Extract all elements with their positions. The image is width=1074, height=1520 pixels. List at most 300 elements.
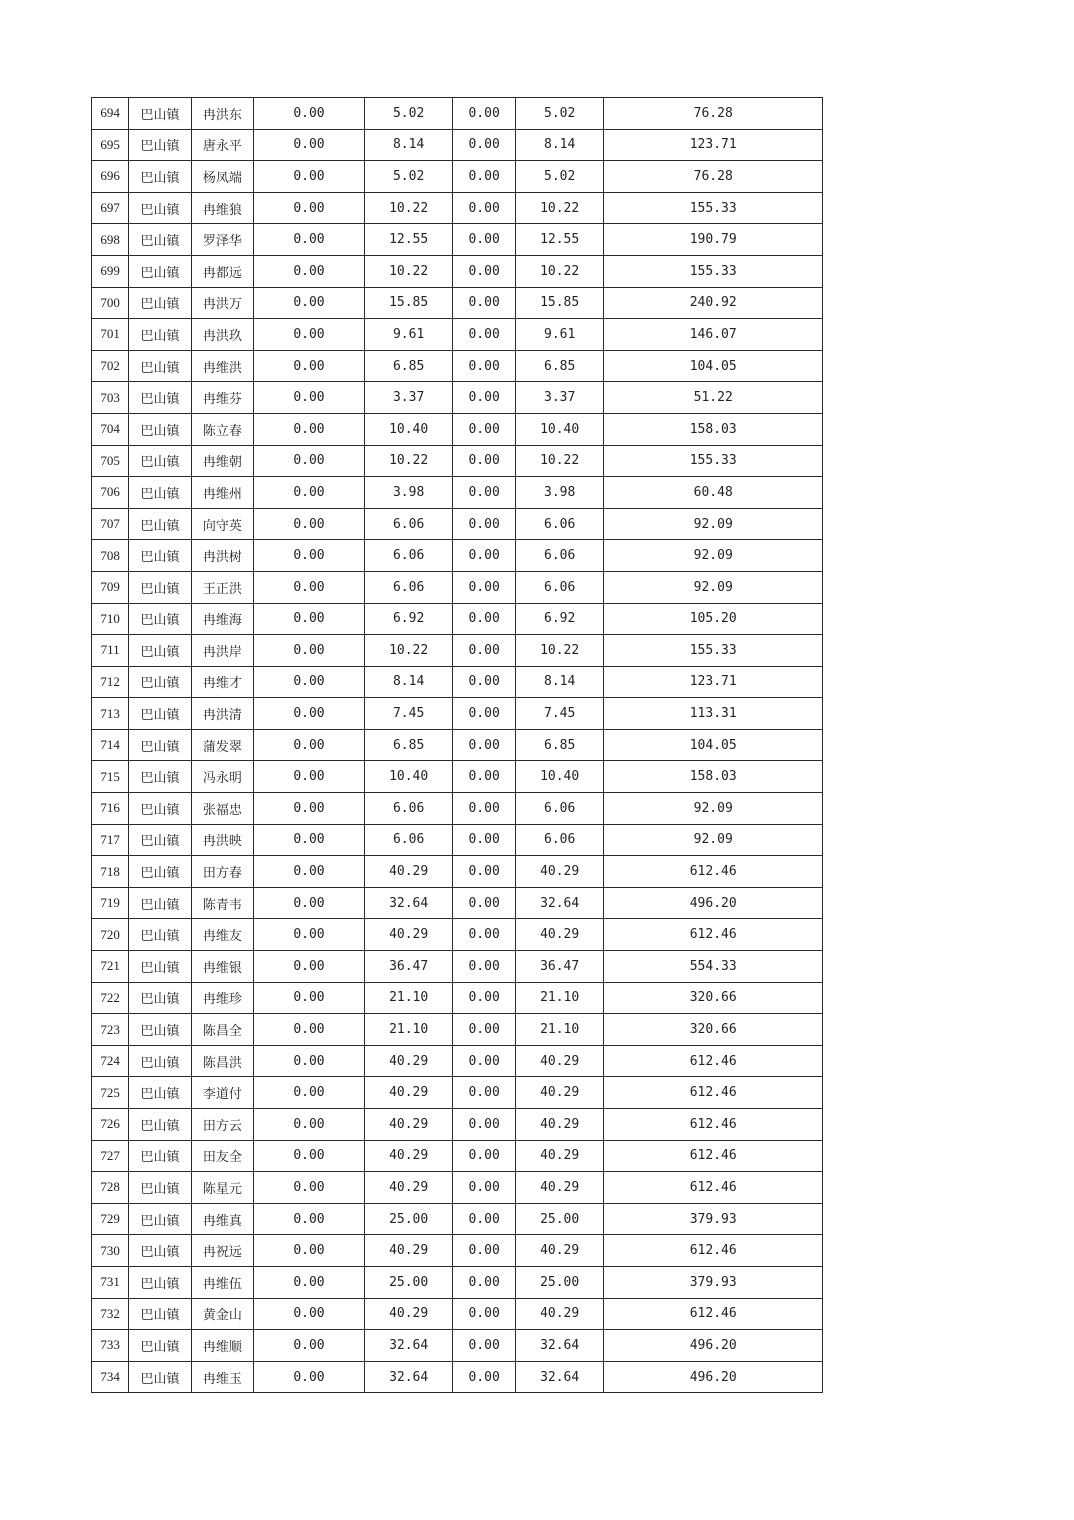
town-cell: 巴山镇 — [129, 129, 191, 161]
amount-cell: 92.09 — [604, 508, 823, 540]
value-c-cell: 0.00 — [453, 824, 515, 856]
name-cell: 冉维玉 — [191, 1361, 253, 1393]
value-d-cell: 6.06 — [515, 540, 604, 572]
row-number-cell: 716 — [92, 793, 129, 825]
value-b-cell: 5.02 — [364, 161, 453, 193]
table-row — [92, 793, 823, 825]
value-d-cell: 10.22 — [515, 635, 604, 667]
value-b-cell: 10.22 — [364, 445, 453, 477]
value-c-cell: 0.00 — [453, 1109, 515, 1141]
value-b-cell: 32.64 — [364, 1330, 453, 1362]
row-number-cell: 733 — [92, 1330, 129, 1362]
value-d-cell: 9.61 — [515, 319, 604, 351]
row-number-cell: 723 — [92, 1014, 129, 1046]
name-cell: 杨凤端 — [191, 161, 253, 193]
name-cell: 田友全 — [191, 1140, 253, 1172]
value-d-cell: 21.10 — [515, 1014, 604, 1046]
value-b-cell: 6.92 — [364, 603, 453, 635]
amount-cell: 496.20 — [604, 887, 823, 919]
table-row — [92, 255, 823, 287]
value-b-cell: 40.29 — [364, 1298, 453, 1330]
name-cell: 向守英 — [191, 508, 253, 540]
value-c-cell: 0.00 — [453, 540, 515, 572]
value-a-cell: 0.00 — [254, 793, 365, 825]
name-cell: 冉维顺 — [191, 1330, 253, 1362]
value-a-cell: 0.00 — [254, 635, 365, 667]
name-cell: 冉维狼 — [191, 192, 253, 224]
table-row — [92, 1203, 823, 1235]
amount-cell: 76.28 — [604, 161, 823, 193]
name-cell: 冉维朝 — [191, 445, 253, 477]
value-c-cell: 0.00 — [453, 287, 515, 319]
town-cell: 巴山镇 — [129, 350, 191, 382]
town-cell: 巴山镇 — [129, 1203, 191, 1235]
table-row — [92, 192, 823, 224]
value-c-cell: 0.00 — [453, 603, 515, 635]
value-d-cell: 3.98 — [515, 477, 604, 509]
value-d-cell: 40.29 — [515, 1077, 604, 1109]
amount-cell: 496.20 — [604, 1361, 823, 1393]
value-c-cell: 0.00 — [453, 793, 515, 825]
amount-cell: 123.71 — [604, 129, 823, 161]
town-cell: 巴山镇 — [129, 1077, 191, 1109]
value-c-cell: 0.00 — [453, 413, 515, 445]
row-number-cell: 730 — [92, 1235, 129, 1267]
amount-cell: 379.93 — [604, 1203, 823, 1235]
row-number-cell: 709 — [92, 571, 129, 603]
value-b-cell: 10.22 — [364, 635, 453, 667]
amount-cell: 92.09 — [604, 540, 823, 572]
value-c-cell: 0.00 — [453, 666, 515, 698]
value-d-cell: 40.29 — [515, 1235, 604, 1267]
value-d-cell: 10.22 — [515, 192, 604, 224]
value-a-cell: 0.00 — [254, 1298, 365, 1330]
town-cell: 巴山镇 — [129, 635, 191, 667]
row-number-cell: 732 — [92, 1298, 129, 1330]
row-number-cell: 713 — [92, 698, 129, 730]
value-d-cell: 21.10 — [515, 982, 604, 1014]
row-number-cell: 728 — [92, 1172, 129, 1204]
value-a-cell: 0.00 — [254, 1172, 365, 1204]
amount-cell: 320.66 — [604, 982, 823, 1014]
town-cell: 巴山镇 — [129, 1361, 191, 1393]
table-row — [92, 919, 823, 951]
amount-cell: 240.92 — [604, 287, 823, 319]
name-cell: 罗泽华 — [191, 224, 253, 256]
value-d-cell: 10.40 — [515, 761, 604, 793]
name-cell: 田方春 — [191, 856, 253, 888]
value-a-cell: 0.00 — [254, 1014, 365, 1046]
town-cell: 巴山镇 — [129, 1172, 191, 1204]
value-c-cell: 0.00 — [453, 729, 515, 761]
value-c-cell: 0.00 — [453, 1330, 515, 1362]
value-d-cell: 36.47 — [515, 951, 604, 983]
value-a-cell: 0.00 — [254, 508, 365, 540]
amount-cell: 612.46 — [604, 1045, 823, 1077]
table-row — [92, 951, 823, 983]
value-d-cell: 6.06 — [515, 571, 604, 603]
value-c-cell: 0.00 — [453, 698, 515, 730]
value-c-cell: 0.00 — [453, 129, 515, 161]
value-a-cell: 0.00 — [254, 445, 365, 477]
value-a-cell: 0.00 — [254, 856, 365, 888]
table-row — [92, 1172, 823, 1204]
name-cell: 冉维珍 — [191, 982, 253, 1014]
value-d-cell: 40.29 — [515, 856, 604, 888]
town-cell: 巴山镇 — [129, 1014, 191, 1046]
value-b-cell: 40.29 — [364, 919, 453, 951]
value-c-cell: 0.00 — [453, 161, 515, 193]
name-cell: 陈立春 — [191, 413, 253, 445]
name-cell: 冉祝远 — [191, 1235, 253, 1267]
value-a-cell: 0.00 — [254, 413, 365, 445]
row-number-cell: 701 — [92, 319, 129, 351]
town-cell: 巴山镇 — [129, 255, 191, 287]
row-number-cell: 708 — [92, 540, 129, 572]
value-a-cell: 0.00 — [254, 603, 365, 635]
value-a-cell: 0.00 — [254, 98, 365, 130]
row-number-cell: 721 — [92, 951, 129, 983]
amount-cell: 76.28 — [604, 98, 823, 130]
value-b-cell: 8.14 — [364, 129, 453, 161]
town-cell: 巴山镇 — [129, 413, 191, 445]
value-c-cell: 0.00 — [453, 761, 515, 793]
value-c-cell: 0.00 — [453, 192, 515, 224]
amount-cell: 320.66 — [604, 1014, 823, 1046]
value-b-cell: 10.40 — [364, 413, 453, 445]
value-b-cell: 6.06 — [364, 508, 453, 540]
row-number-cell: 726 — [92, 1109, 129, 1141]
amount-cell: 105.20 — [604, 603, 823, 635]
table-row — [92, 413, 823, 445]
town-cell: 巴山镇 — [129, 98, 191, 130]
value-d-cell: 6.85 — [515, 729, 604, 761]
value-d-cell: 40.29 — [515, 1109, 604, 1141]
town-cell: 巴山镇 — [129, 698, 191, 730]
value-b-cell: 32.64 — [364, 1361, 453, 1393]
table-row — [92, 445, 823, 477]
value-a-cell: 0.00 — [254, 540, 365, 572]
value-a-cell: 0.00 — [254, 192, 365, 224]
table-row — [92, 1140, 823, 1172]
value-d-cell: 32.64 — [515, 887, 604, 919]
name-cell: 黄金山 — [191, 1298, 253, 1330]
value-b-cell: 32.64 — [364, 887, 453, 919]
row-number-cell: 710 — [92, 603, 129, 635]
town-cell: 巴山镇 — [129, 793, 191, 825]
value-b-cell: 40.29 — [364, 1045, 453, 1077]
value-a-cell: 0.00 — [254, 1109, 365, 1141]
value-a-cell: 0.00 — [254, 887, 365, 919]
amount-cell: 612.46 — [604, 1235, 823, 1267]
name-cell: 田方云 — [191, 1109, 253, 1141]
town-cell: 巴山镇 — [129, 287, 191, 319]
table-row — [92, 1361, 823, 1393]
name-cell: 冉洪清 — [191, 698, 253, 730]
value-a-cell: 0.00 — [254, 255, 365, 287]
amount-cell: 158.03 — [604, 413, 823, 445]
value-d-cell: 6.85 — [515, 350, 604, 382]
row-number-cell: 705 — [92, 445, 129, 477]
amount-cell: 92.09 — [604, 793, 823, 825]
value-a-cell: 0.00 — [254, 1361, 365, 1393]
row-number-cell: 727 — [92, 1140, 129, 1172]
row-number-cell: 704 — [92, 413, 129, 445]
value-c-cell: 0.00 — [453, 255, 515, 287]
value-c-cell: 0.00 — [453, 224, 515, 256]
value-a-cell: 0.00 — [254, 1077, 365, 1109]
town-cell: 巴山镇 — [129, 982, 191, 1014]
value-a-cell: 0.00 — [254, 824, 365, 856]
town-cell: 巴山镇 — [129, 1298, 191, 1330]
row-number-cell: 702 — [92, 350, 129, 382]
value-b-cell: 10.40 — [364, 761, 453, 793]
amount-cell: 113.31 — [604, 698, 823, 730]
town-cell: 巴山镇 — [129, 919, 191, 951]
table-row — [92, 1298, 823, 1330]
value-d-cell: 40.29 — [515, 1140, 604, 1172]
name-cell: 冉维真 — [191, 1203, 253, 1235]
table-row — [92, 129, 823, 161]
town-cell: 巴山镇 — [129, 761, 191, 793]
amount-cell: 92.09 — [604, 571, 823, 603]
value-c-cell: 0.00 — [453, 1361, 515, 1393]
value-b-cell: 10.22 — [364, 192, 453, 224]
name-cell: 冉维伍 — [191, 1266, 253, 1298]
value-b-cell: 6.06 — [364, 793, 453, 825]
value-d-cell: 12.55 — [515, 224, 604, 256]
row-number-cell: 734 — [92, 1361, 129, 1393]
value-a-cell: 0.00 — [254, 729, 365, 761]
row-number-cell: 711 — [92, 635, 129, 667]
value-d-cell: 6.06 — [515, 508, 604, 540]
row-number-cell: 698 — [92, 224, 129, 256]
row-number-cell: 717 — [92, 824, 129, 856]
row-number-cell: 731 — [92, 1266, 129, 1298]
value-d-cell: 25.00 — [515, 1266, 604, 1298]
amount-cell: 155.33 — [604, 192, 823, 224]
table-row — [92, 1266, 823, 1298]
town-cell: 巴山镇 — [129, 571, 191, 603]
name-cell: 冉维才 — [191, 666, 253, 698]
name-cell: 唐永平 — [191, 129, 253, 161]
table-row — [92, 887, 823, 919]
name-cell: 陈星元 — [191, 1172, 253, 1204]
value-d-cell: 8.14 — [515, 666, 604, 698]
value-b-cell: 6.06 — [364, 824, 453, 856]
value-d-cell: 6.92 — [515, 603, 604, 635]
table-row — [92, 1077, 823, 1109]
name-cell: 陈昌全 — [191, 1014, 253, 1046]
row-number-cell: 720 — [92, 919, 129, 951]
amount-cell: 123.71 — [604, 666, 823, 698]
value-c-cell: 0.00 — [453, 350, 515, 382]
value-b-cell: 21.10 — [364, 1014, 453, 1046]
town-cell: 巴山镇 — [129, 445, 191, 477]
town-cell: 巴山镇 — [129, 951, 191, 983]
value-d-cell: 5.02 — [515, 161, 604, 193]
name-cell: 冉维芬 — [191, 382, 253, 414]
row-number-cell: 699 — [92, 255, 129, 287]
row-number-cell: 729 — [92, 1203, 129, 1235]
name-cell: 冉维洪 — [191, 350, 253, 382]
value-c-cell: 0.00 — [453, 1235, 515, 1267]
town-cell: 巴山镇 — [129, 161, 191, 193]
value-c-cell: 0.00 — [453, 1045, 515, 1077]
amount-cell: 612.46 — [604, 1172, 823, 1204]
row-number-cell: 724 — [92, 1045, 129, 1077]
value-b-cell: 6.06 — [364, 571, 453, 603]
value-d-cell: 25.00 — [515, 1203, 604, 1235]
table-row — [92, 350, 823, 382]
amount-cell: 146.07 — [604, 319, 823, 351]
town-cell: 巴山镇 — [129, 603, 191, 635]
value-b-cell: 6.06 — [364, 540, 453, 572]
value-b-cell: 25.00 — [364, 1266, 453, 1298]
value-b-cell: 3.98 — [364, 477, 453, 509]
value-b-cell: 40.29 — [364, 1172, 453, 1204]
town-cell: 巴山镇 — [129, 224, 191, 256]
table-row — [92, 319, 823, 351]
value-c-cell: 0.00 — [453, 319, 515, 351]
name-cell: 冉洪玖 — [191, 319, 253, 351]
value-c-cell: 0.00 — [453, 1077, 515, 1109]
value-d-cell: 15.85 — [515, 287, 604, 319]
table-row — [92, 1109, 823, 1141]
value-d-cell: 6.06 — [515, 824, 604, 856]
value-c-cell: 0.00 — [453, 887, 515, 919]
name-cell: 陈青韦 — [191, 887, 253, 919]
row-number-cell: 696 — [92, 161, 129, 193]
table-row — [92, 761, 823, 793]
value-d-cell: 3.37 — [515, 382, 604, 414]
value-b-cell: 36.47 — [364, 951, 453, 983]
town-cell: 巴山镇 — [129, 540, 191, 572]
name-cell: 冉维友 — [191, 919, 253, 951]
value-d-cell: 6.06 — [515, 793, 604, 825]
town-cell: 巴山镇 — [129, 856, 191, 888]
value-a-cell: 0.00 — [254, 319, 365, 351]
table-row — [92, 982, 823, 1014]
table-row — [92, 161, 823, 193]
name-cell: 陈昌洪 — [191, 1045, 253, 1077]
town-cell: 巴山镇 — [129, 192, 191, 224]
value-b-cell: 8.14 — [364, 666, 453, 698]
name-cell: 冉维海 — [191, 603, 253, 635]
name-cell: 蒲发翠 — [191, 729, 253, 761]
value-d-cell: 32.64 — [515, 1330, 604, 1362]
value-d-cell: 10.22 — [515, 255, 604, 287]
value-c-cell: 0.00 — [453, 951, 515, 983]
value-a-cell: 0.00 — [254, 666, 365, 698]
value-a-cell: 0.00 — [254, 951, 365, 983]
name-cell: 冉维银 — [191, 951, 253, 983]
name-cell: 冉洪万 — [191, 287, 253, 319]
table-row — [92, 224, 823, 256]
value-c-cell: 0.00 — [453, 98, 515, 130]
town-cell: 巴山镇 — [129, 319, 191, 351]
amount-cell: 612.46 — [604, 1140, 823, 1172]
table-row — [92, 571, 823, 603]
table-row — [92, 477, 823, 509]
value-a-cell: 0.00 — [254, 982, 365, 1014]
value-d-cell: 10.22 — [515, 445, 604, 477]
row-number-cell: 703 — [92, 382, 129, 414]
row-number-cell: 718 — [92, 856, 129, 888]
value-b-cell: 7.45 — [364, 698, 453, 730]
value-c-cell: 0.00 — [453, 382, 515, 414]
amount-cell: 155.33 — [604, 445, 823, 477]
value-a-cell: 0.00 — [254, 382, 365, 414]
value-b-cell: 15.85 — [364, 287, 453, 319]
data-table — [91, 97, 823, 1393]
value-b-cell: 6.85 — [364, 350, 453, 382]
value-d-cell: 40.29 — [515, 1045, 604, 1077]
table-row — [92, 508, 823, 540]
value-c-cell: 0.00 — [453, 982, 515, 1014]
row-number-cell: 715 — [92, 761, 129, 793]
town-cell: 巴山镇 — [129, 1140, 191, 1172]
amount-cell: 158.03 — [604, 761, 823, 793]
value-a-cell: 0.00 — [254, 1235, 365, 1267]
amount-cell: 612.46 — [604, 856, 823, 888]
value-a-cell: 0.00 — [254, 287, 365, 319]
row-number-cell: 694 — [92, 98, 129, 130]
value-b-cell: 40.29 — [364, 1140, 453, 1172]
town-cell: 巴山镇 — [129, 477, 191, 509]
value-d-cell: 40.29 — [515, 1298, 604, 1330]
value-b-cell: 12.55 — [364, 224, 453, 256]
town-cell: 巴山镇 — [129, 729, 191, 761]
town-cell: 巴山镇 — [129, 1045, 191, 1077]
value-a-cell: 0.00 — [254, 1330, 365, 1362]
value-c-cell: 0.00 — [453, 1298, 515, 1330]
table-row — [92, 698, 823, 730]
table-row — [92, 856, 823, 888]
value-d-cell: 40.29 — [515, 919, 604, 951]
value-a-cell: 0.00 — [254, 161, 365, 193]
amount-cell: 155.33 — [604, 635, 823, 667]
value-d-cell: 32.64 — [515, 1361, 604, 1393]
value-b-cell: 40.29 — [364, 856, 453, 888]
row-number-cell: 722 — [92, 982, 129, 1014]
value-c-cell: 0.00 — [453, 635, 515, 667]
value-a-cell: 0.00 — [254, 350, 365, 382]
value-b-cell: 40.29 — [364, 1235, 453, 1267]
value-c-cell: 0.00 — [453, 919, 515, 951]
amount-cell: 190.79 — [604, 224, 823, 256]
amount-cell: 612.46 — [604, 1109, 823, 1141]
table-row — [92, 98, 823, 130]
amount-cell: 92.09 — [604, 824, 823, 856]
value-a-cell: 0.00 — [254, 698, 365, 730]
value-b-cell: 40.29 — [364, 1077, 453, 1109]
value-d-cell: 5.02 — [515, 98, 604, 130]
value-b-cell: 5.02 — [364, 98, 453, 130]
row-number-cell: 719 — [92, 887, 129, 919]
table-row — [92, 382, 823, 414]
amount-cell: 60.48 — [604, 477, 823, 509]
name-cell: 张福忠 — [191, 793, 253, 825]
amount-cell: 155.33 — [604, 255, 823, 287]
name-cell: 冉维州 — [191, 477, 253, 509]
amount-cell: 496.20 — [604, 1330, 823, 1362]
row-number-cell: 700 — [92, 287, 129, 319]
row-number-cell: 714 — [92, 729, 129, 761]
value-c-cell: 0.00 — [453, 1014, 515, 1046]
row-number-cell: 712 — [92, 666, 129, 698]
amount-cell: 379.93 — [604, 1266, 823, 1298]
